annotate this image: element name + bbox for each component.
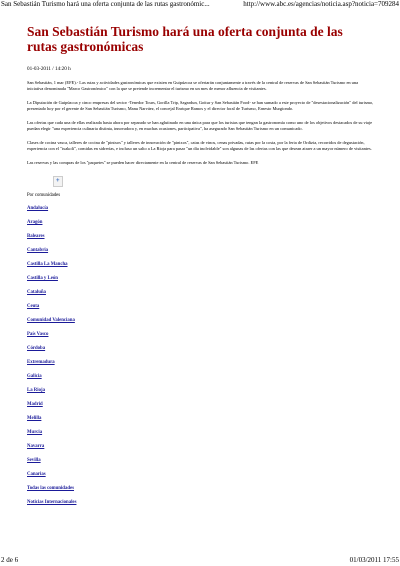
print-header-title: San Sebastián Turismo hará una oferta conjunta de las rutas gastronómic... — [1, 0, 210, 8]
regions-list — [27, 206, 375, 514]
article-paragraph: Las reservas y las compras de los "paquetes" se pueden hacer directamente en la central de reservas de San Sebastián Turismo. EFE — [27, 160, 259, 165]
region-link-galicia[interactable]: Galicia — [27, 374, 42, 379]
article-headline: San Sebastián Turismo hará una oferta conjunta de las rutas gastronómicas — [27, 24, 343, 54]
region-link-la-rioja[interactable]: La Rioja — [27, 388, 45, 393]
article-paragraph: Las ofertas que cada una de ellas realizada hasta ahora por separado se han aglutinado en una única para que los turistas que tengan la gastronomía como uno de los objetivos destacados de su viaje puedan elegir "una experiencia culinaria distinta, innovadora y, en muchas ocasiones, participativa", ha asegurado San Sebastián Turismo en un comunicado. — [27, 120, 373, 131]
region-link-cordoba[interactable]: Córdoba — [27, 346, 46, 351]
article-paragraph: La Diputación de Guipúzcoa y cinco empresas del sector -Tenedor Tours, Gorilla Trip, Sagardun, Goitur y San Sebastián Food- se han sumado a este proyecto de "desestacionalización" del turismo, presentado hoy por el gerente de San Sebastián Turismo, Manu Narváez, el concejal Enrique Ramos y el director foral de Turismo, Ernesto Murgiondo. — [27, 100, 374, 111]
region-link-castilla-la-mancha[interactable]: Castilla La Mancha — [27, 262, 68, 267]
region-link-ceuta[interactable]: Ceuta — [27, 304, 40, 309]
print-footer — [0, 556, 400, 566]
region-link-comunidad-valenciana[interactable]: Comunidad Valenciana — [27, 318, 75, 323]
plus-share-icon: + — [56, 178, 60, 184]
region-link-baleares[interactable]: Baleares — [27, 234, 45, 239]
print-timestamp: 01/03/2011 17:55 — [349, 556, 399, 564]
region-link-cantabria[interactable]: Cantabria — [27, 248, 49, 253]
region-link-navarra[interactable]: Navarra — [27, 444, 45, 449]
region-link-sevilla[interactable]: Sevilla — [27, 458, 41, 463]
region-link-melilla[interactable]: Melilla — [27, 416, 42, 421]
region-link-castilla-y-leon[interactable]: Castilla y León — [27, 276, 58, 281]
region-link-aragon[interactable]: Aragón — [27, 220, 43, 225]
print-header — [0, 0, 400, 10]
region-link-madrid[interactable]: Madrid — [27, 402, 43, 407]
page-number: 2 de 6 — [1, 556, 19, 564]
article-paragraph: San Sebastián, 1 mar (EFE).- Las rutas y actividades gastronómicas que existen en Guipúzcoa se ofertarán conjuntamente a través de la central de reservas de San Sebastián Turismo en una iniciativa denominada "Marco Gastronómico" con la que se pretende incrementar el turismo en un mes de menor afluencia de visitantes. — [27, 80, 359, 91]
share-button[interactable] — [53, 176, 63, 187]
region-link-pais-vasco[interactable]: País Vasco — [27, 332, 49, 337]
region-link-canarias[interactable]: Canarias — [27, 472, 46, 477]
article-paragraph: Clases de cocina vasca, talleres de cocina de "pintxos" y talleres de innovación de "pintxos", catas de vinos, cenas privadas, rutas por la costa, por la feria de Ordizia, recorridos de degustación, experiencia con el "txakoli", comidas en sidrerías, e incluso un salto a La Rioja para pasar "un día inolvidable" son algunas de las ofertas con las que desean atraer a un mayor número de visitantes. — [27, 140, 372, 151]
region-link-todas[interactable]: Todas las comunidades — [27, 486, 75, 491]
print-header-url: http://www.abc.es/agencias/noticia.asp?noticia=709284 — [243, 0, 399, 8]
region-link-cataluna[interactable]: Cataluña — [27, 290, 46, 295]
article-dateline: 01-03-2011 / 14:20 h — [27, 66, 71, 72]
region-link-andalucia[interactable]: Andalucía — [27, 206, 49, 211]
region-link-internacionales[interactable]: Noticias Internacionales — [27, 500, 77, 505]
region-link-extremadura[interactable]: Extremadura — [27, 360, 55, 365]
article-container — [27, 24, 375, 514]
region-link-murcia[interactable]: Murcia — [27, 430, 43, 435]
regions-label: Por comunidades — [27, 193, 61, 198]
